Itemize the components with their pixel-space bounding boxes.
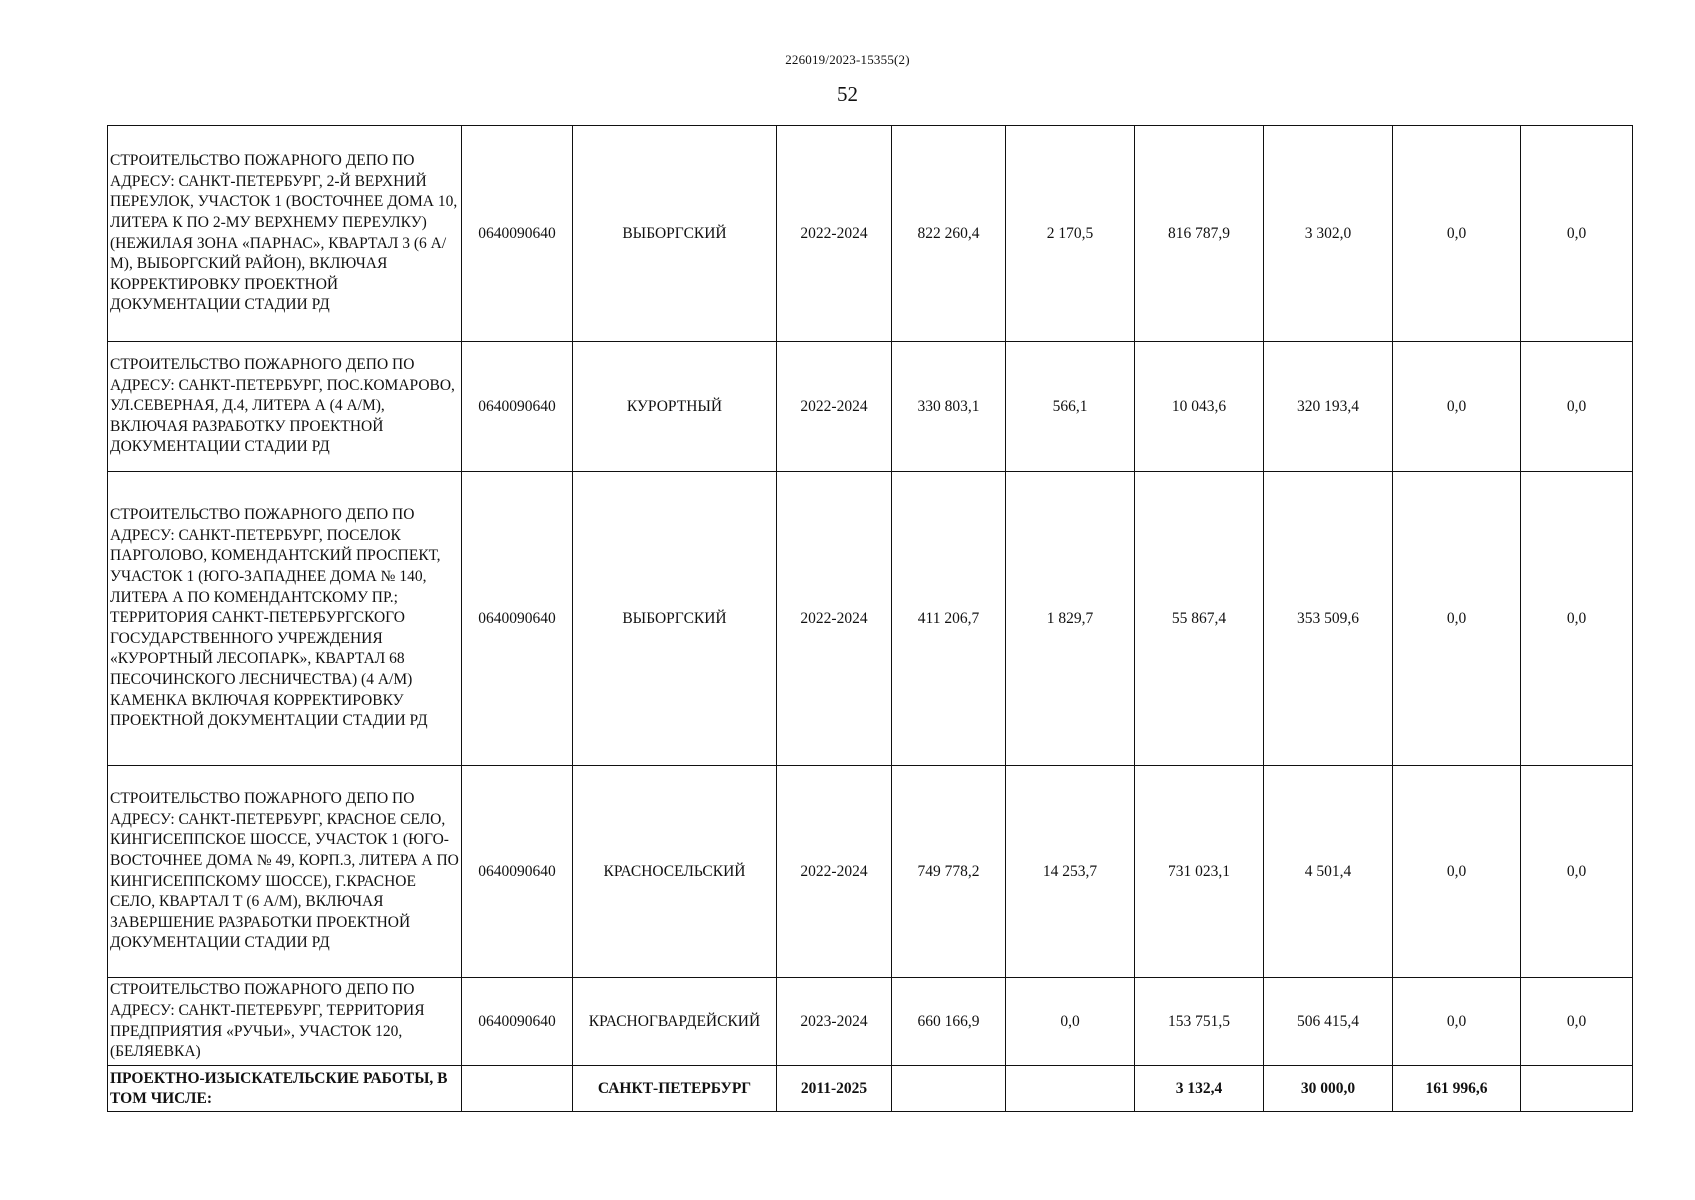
value-1 — [1006, 1066, 1135, 1112]
object-name: СТРОИТЕЛЬСТВО ПОЖАРНОГО ДЕПО ПО АДРЕСУ: САНКТ-ПЕТЕРБУРГ, ТЕРРИТОРИЯ ПРЕДПРИЯТИЯ «РУЧЬИ», УЧАСТОК 120, (БЕЛЯЕВКА) — [108, 978, 462, 1066]
value-1: 566,1 — [1006, 342, 1135, 472]
total-cost: 822 260,4 — [892, 126, 1006, 342]
table-row — [108, 126, 1633, 342]
value-3: 353 509,6 — [1264, 472, 1393, 766]
page-number: 52 — [837, 82, 858, 106]
budget-code — [462, 1066, 573, 1112]
value-1: 14 253,7 — [1006, 766, 1135, 978]
value-5: 0,0 — [1521, 126, 1633, 342]
value-4: 0,0 — [1393, 342, 1521, 472]
object-name: СТРОИТЕЛЬСТВО ПОЖАРНОГО ДЕПО ПО АДРЕСУ: САНКТ-ПЕТЕРБУРГ, КРАСНОЕ СЕЛО, КИНГИСЕППСКОЕ ШОССЕ, УЧАСТОК 1 (ЮГО-ВОСТОЧНЕЕ ДОМА № 49, КОРП.3, ЛИТЕРА А ПО КИНГИСЕППСКОМУ ШОССЕ), Г.КРАСНОЕ СЕЛО, КВАРТАЛ Т (6 А/М), ВКЛЮЧАЯ ЗАВЕРШЕНИЕ РАЗРАБОТКИ ПРОЕКТНОЙ ДОКУМЕНТАЦИИ СТАДИИ РД — [108, 766, 462, 978]
value-4: 0,0 — [1393, 472, 1521, 766]
value-5 — [1521, 1066, 1633, 1112]
district: ВЫБОРГСКИЙ — [573, 126, 777, 342]
period: 2023-2024 — [777, 978, 892, 1066]
value-5: 0,0 — [1521, 766, 1633, 978]
budget-code: 0640090640 — [462, 472, 573, 766]
value-2: 10 043,6 — [1135, 342, 1264, 472]
total-cost: 749 778,2 — [892, 766, 1006, 978]
period: 2011-2025 — [777, 1066, 892, 1112]
budget-code: 0640090640 — [462, 978, 573, 1066]
value-1: 0,0 — [1006, 978, 1135, 1066]
value-4: 0,0 — [1393, 126, 1521, 342]
value-5: 0,0 — [1521, 472, 1633, 766]
total-cost: 660 166,9 — [892, 978, 1006, 1066]
total-cost: 330 803,1 — [892, 342, 1006, 472]
value-2: 3 132,4 — [1135, 1066, 1264, 1112]
district: ВЫБОРГСКИЙ — [573, 472, 777, 766]
total-name: ПРОЕКТНО-ИЗЫСКАТЕЛЬСКИЕ РАБОТЫ, В ТОМ ЧИСЛЕ: — [108, 1066, 462, 1112]
table-row — [108, 342, 1633, 472]
table-row — [108, 978, 1633, 1066]
period: 2022-2024 — [777, 766, 892, 978]
value-1: 1 829,7 — [1006, 472, 1135, 766]
district: КРАСНОГВАРДЕЙСКИЙ — [573, 978, 777, 1066]
total-cost — [892, 1066, 1006, 1112]
value-4: 0,0 — [1393, 766, 1521, 978]
document-id: 226019/2023-15355(2) — [785, 52, 910, 67]
district: КРАСНОСЕЛЬСКИЙ — [573, 766, 777, 978]
value-3: 3 302,0 — [1264, 126, 1393, 342]
object-name: СТРОИТЕЛЬСТВО ПОЖАРНОГО ДЕПО ПО АДРЕСУ: САНКТ-ПЕТЕРБУРГ, 2-Й ВЕРХНИЙ ПЕРЕУЛОК, УЧАСТОК 1 (ВОСТОЧНЕЕ ДОМА 10, ЛИТЕРА К ПО 2-МУ ВЕРХНЕМУ ПЕРЕУЛКУ) (НЕЖИЛАЯ ЗОНА «ПАРНАС», КВАРТАЛ 3 (6 А/М), ВЫБОРГСКИЙ РАЙОН), ВКЛЮЧАЯ КОРРЕКТИРОВКУ ПРОЕКТНОЙ ДОКУМЕНТАЦИИ СТАДИИ РД — [108, 126, 462, 342]
object-name: СТРОИТЕЛЬСТВО ПОЖАРНОГО ДЕПО ПО АДРЕСУ: САНКТ-ПЕТЕРБУРГ, ПОСЕЛОК ПАРГОЛОВО, КОМЕНДАНТСКИЙ ПРОСПЕКТ, УЧАСТОК 1 (ЮГО-ЗАПАДНЕЕ ДОМА № 140, ЛИТЕРА А ПО КОМЕНДАНТСКОМУ ПР.; ТЕРРИТОРИЯ САНКТ-ПЕТЕРБУРГСКОГО ГОСУДАРСТВЕННОГО УЧРЕЖДЕНИЯ «КУРОРТНЫЙ ЛЕСОПАРК», КВАРТАЛ 68 ПЕСОЧИНСКОГО ЛЕСНИЧЕСТВА) (4 А/М) КАМЕНКА ВКЛЮЧАЯ КОРРЕКТИРОВКУ ПРОЕКТНОЙ ДОКУМЕНТАЦИИ СТАДИИ РД — [108, 472, 462, 766]
value-3: 4 501,4 — [1264, 766, 1393, 978]
value-4: 161 996,6 — [1393, 1066, 1521, 1112]
total-row — [108, 1066, 1633, 1112]
value-2: 55 867,4 — [1135, 472, 1264, 766]
budget-table — [107, 125, 1633, 1112]
value-5: 0,0 — [1521, 978, 1633, 1066]
value-4: 0,0 — [1393, 978, 1521, 1066]
value-5: 0,0 — [1521, 342, 1633, 472]
value-3: 320 193,4 — [1264, 342, 1393, 472]
value-2: 731 023,1 — [1135, 766, 1264, 978]
budget-code: 0640090640 — [462, 126, 573, 342]
period: 2022-2024 — [777, 126, 892, 342]
value-1: 2 170,5 — [1006, 126, 1135, 342]
table-row — [108, 472, 1633, 766]
district: САНКТ-ПЕТЕРБУРГ — [573, 1066, 777, 1112]
value-3: 506 415,4 — [1264, 978, 1393, 1066]
district: КУРОРТНЫЙ — [573, 342, 777, 472]
total-cost: 411 206,7 — [892, 472, 1006, 766]
value-2: 816 787,9 — [1135, 126, 1264, 342]
value-2: 153 751,5 — [1135, 978, 1264, 1066]
value-3: 30 000,0 — [1264, 1066, 1393, 1112]
table-row — [108, 766, 1633, 978]
budget-code: 0640090640 — [462, 766, 573, 978]
budget-code: 0640090640 — [462, 342, 573, 472]
period: 2022-2024 — [777, 472, 892, 766]
object-name: СТРОИТЕЛЬСТВО ПОЖАРНОГО ДЕПО ПО АДРЕСУ: САНКТ-ПЕТЕРБУРГ, ПОС.КОМАРОВО, УЛ.СЕВЕРНАЯ, Д.4, ЛИТЕРА А (4 А/М), ВКЛЮЧАЯ РАЗРАБОТКУ ПРОЕКТНОЙ ДОКУМЕНТАЦИИ СТАДИИ РД — [108, 342, 462, 472]
period: 2022-2024 — [777, 342, 892, 472]
